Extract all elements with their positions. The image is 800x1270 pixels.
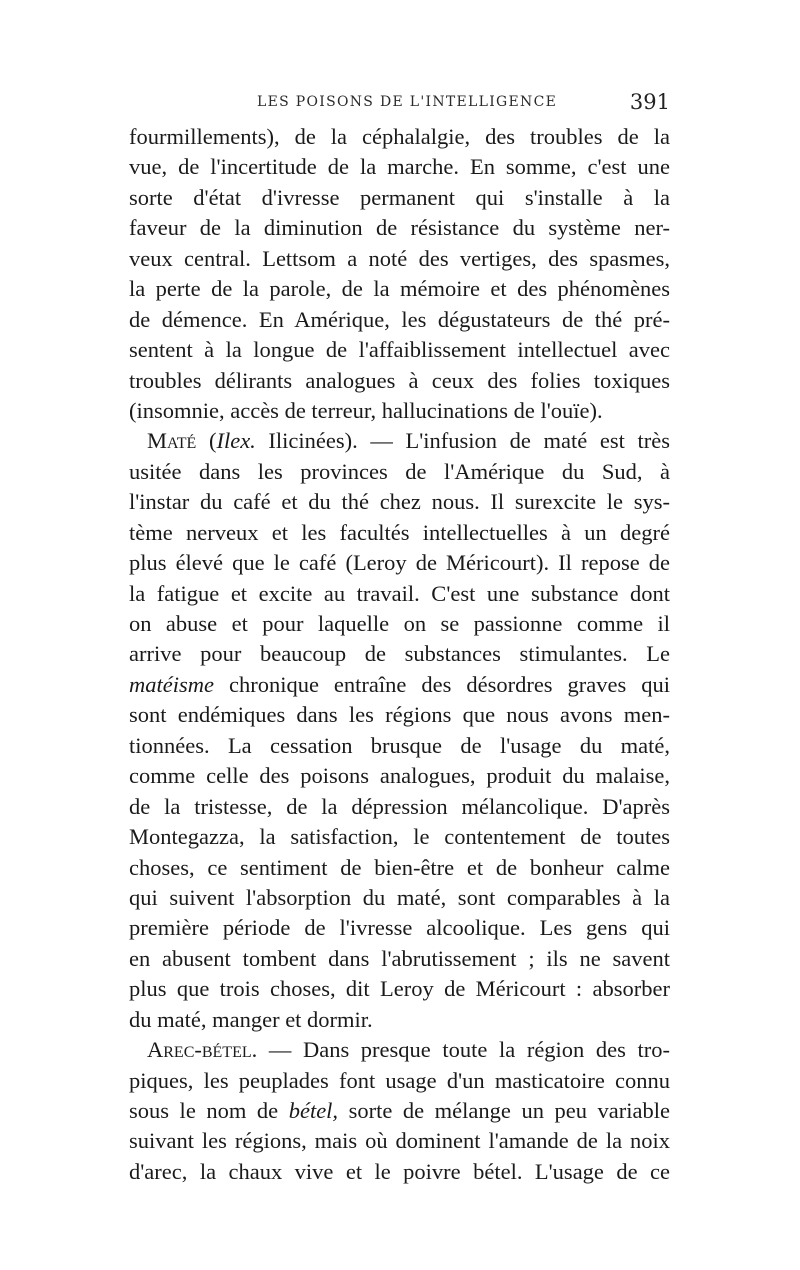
text-line: de la tristesse, de la dépression mélancolique. D'après xyxy=(129,793,670,819)
italic-text: Ilex. xyxy=(216,428,256,454)
text-line: piques, les peuplades font usage d'un masticatoire connu xyxy=(129,1067,670,1093)
text-line: en abusent tombent dans l'abrutissement ; ils ne savent xyxy=(129,945,670,971)
text-line: Montegazza, la satisfaction, le contentement de toutes xyxy=(129,824,670,850)
text-line: tème nerveux et les facultés intellectuelles à un degré xyxy=(129,519,670,545)
text-segment: ( xyxy=(196,428,217,454)
running-title: LES POISONS DE L'INTELLIGENCE xyxy=(257,94,558,110)
text-line xyxy=(129,670,670,700)
italic-text: bétel, xyxy=(288,1098,339,1123)
text-line: suivant les régions, mais où dominent l'amande de la noix xyxy=(129,1128,670,1154)
text-line: sont endémiques dans les régions que nous avons men- xyxy=(129,702,670,728)
body-text xyxy=(129,122,670,1187)
text-line: sorte d'état d'ivresse permanent qui s'installe à la xyxy=(129,184,670,210)
text-segment: Ilicinées). — L'infusion de maté est très xyxy=(255,428,670,454)
text-line: (insomnie, accès de terreur, hallucinations de l'ouïe). xyxy=(129,397,603,423)
text-line: du maté, manger et dormir. xyxy=(129,1006,373,1032)
italic-text: matéisme xyxy=(129,671,214,697)
text-line: usitée dans les provinces de l'Amérique du Sud, à xyxy=(129,458,670,484)
text-line: qui suivent l'absorption du maté, sont comparables à la xyxy=(129,884,670,910)
text-line: troubles délirants analogues à ceux des folies toxiques xyxy=(129,367,670,393)
running-head xyxy=(129,92,670,116)
text-line: plus que trois choses, dit Leroy de Méricourt : absorber xyxy=(129,976,670,1002)
text-segment: — Dans presque toute la région des tro- xyxy=(257,1037,670,1063)
text-line: fourmillements), de la céphalalgie, des troubles de la xyxy=(129,124,670,149)
text-line: faveur de la diminution de résistance du système ner- xyxy=(129,215,670,241)
text-line: vue, de l'incertitude de la marche. En somme, c'est une xyxy=(129,154,670,180)
text-line: première période de l'ivresse alcoolique. Les gens qui xyxy=(129,915,670,941)
text-line: sentent à la longue de l'affaiblissement intellectuel avec xyxy=(129,337,670,363)
text-line: l'instar du café et du thé chez nous. Il surexcite le sys- xyxy=(129,489,670,515)
text-line xyxy=(129,1096,670,1126)
text-line: plus élevé que le café (Leroy de Méricourt). Il repose de xyxy=(129,550,670,576)
section-heading: Maté xyxy=(147,428,197,454)
text-segment: chronique entraîne des désordres graves qui xyxy=(213,671,670,697)
text-line xyxy=(129,426,670,456)
text-line: la fatigue et excite au travail. C'est une substance dont xyxy=(129,580,670,606)
text-line: on abuse et pour laquelle on se passionne comme il xyxy=(129,611,670,636)
section-heading: Arec-bétel. xyxy=(147,1037,258,1063)
text-line: arrive pour beaucoup de substances stimulantes. Le xyxy=(129,641,670,667)
text-line: la perte de la parole, de la mémoire et des phénomènes xyxy=(129,276,670,302)
text-segment: sous le nom de xyxy=(129,1098,289,1123)
page-number: 391 xyxy=(629,90,670,114)
text-line: de démence. En Amérique, les dégustateurs de thé pré- xyxy=(129,306,670,332)
text-line: tionnées. La cessation brusque de l'usage du maté, xyxy=(129,732,670,758)
text-line: choses, ce sentiment de bien-être et de bonheur calme xyxy=(129,854,670,880)
text-segment: sorte de mélange un peu variable xyxy=(338,1098,670,1123)
text-line xyxy=(129,1035,670,1065)
text-line: d'arec, la chaux vive et le poivre bétel. L'usage de ce xyxy=(129,1158,670,1184)
text-line: comme celle des poisons analogues, produit du malaise, xyxy=(129,763,670,789)
text-line: veux central. Lettsom a noté des vertiges, des spasmes, xyxy=(129,245,670,271)
